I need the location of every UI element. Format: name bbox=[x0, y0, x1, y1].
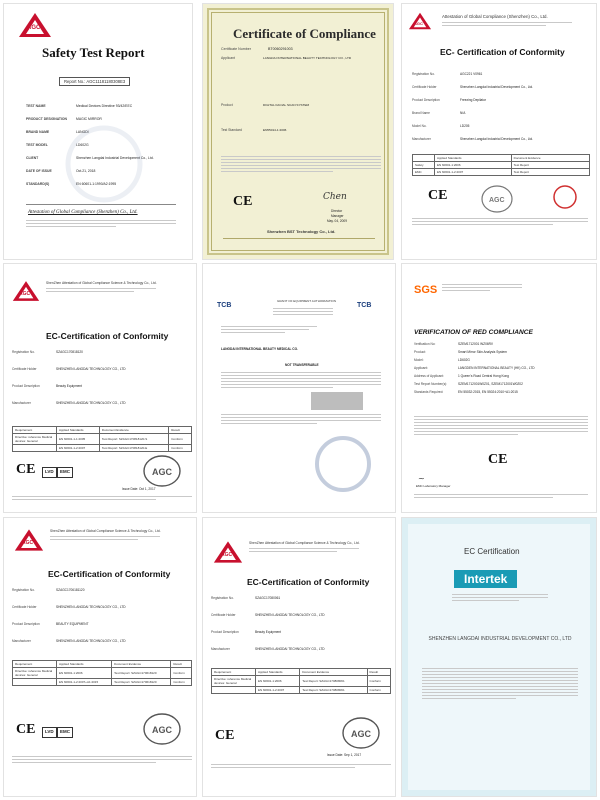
field-row bbox=[412, 111, 592, 115]
issue-date: May. 04, 2009 bbox=[327, 219, 347, 223]
field-label: Standards Required: bbox=[414, 390, 444, 394]
field-value: BEAUTY EQUIPMENT bbox=[56, 622, 89, 626]
table-cell bbox=[13, 445, 57, 452]
table-header: Applied Standards bbox=[435, 155, 512, 162]
table-cell: EN 60601-1:2006 bbox=[57, 668, 112, 679]
agc-stamp bbox=[480, 184, 514, 214]
doc-ec-certification-agc-3 bbox=[3, 517, 197, 797]
verification-title: VERIFICATION OF RED COMPLIANCE bbox=[414, 329, 533, 336]
field-value: AGC221 V0961 bbox=[460, 72, 483, 76]
doc-ec-certification-agc-4 bbox=[202, 517, 396, 797]
field-label: Certificate Holder bbox=[211, 613, 236, 617]
issue-date: Issue Date: Oct 1, 2017 bbox=[122, 487, 156, 491]
table-cell: Directive: reference Medical devices: General bbox=[13, 668, 57, 679]
table-cell: Test Report: SZAGC170808061 bbox=[300, 687, 367, 694]
doc-certificate-of-compliance bbox=[202, 3, 394, 260]
svg-text:AGC: AGC bbox=[152, 467, 172, 477]
field-row bbox=[26, 104, 186, 108]
table-header: Requirement bbox=[13, 661, 57, 668]
field-row bbox=[12, 588, 192, 592]
table-cell: EN 60601-1-2:2007 bbox=[57, 445, 100, 452]
standards-table bbox=[12, 660, 192, 686]
agc-stamp bbox=[341, 716, 381, 750]
table-header: Applied Standards bbox=[57, 427, 100, 434]
not-transferable: NOT TRANSFERABLE bbox=[285, 363, 319, 367]
table-cell: Test Report: SZAGC170808061 bbox=[300, 676, 367, 687]
lvd-badge: LVD bbox=[42, 467, 57, 478]
field-label: PRODUCT DESIGNATION bbox=[26, 117, 68, 121]
ce-mark: CE bbox=[233, 194, 253, 209]
field-label: Registration No. bbox=[12, 350, 35, 354]
ce-mark: CE bbox=[16, 722, 36, 737]
table-cell: EN 60601-1-2:2007 bbox=[435, 169, 512, 176]
table-header-blank bbox=[413, 155, 435, 162]
table-cell bbox=[212, 687, 256, 694]
doc-sgs-red-verification bbox=[401, 263, 597, 513]
field-value: SZAGC17080061 bbox=[255, 596, 281, 600]
footer-company: Attestation of Global Compliance (Shenzhen) Co., Ltd. bbox=[28, 210, 138, 215]
intertek-logo: Intertek bbox=[454, 570, 517, 588]
commission-seal bbox=[313, 434, 373, 494]
table-header: Requirement bbox=[212, 669, 256, 676]
table-header: Requirement bbox=[13, 427, 57, 434]
table-cell: Conform bbox=[169, 445, 192, 452]
standards-table bbox=[412, 154, 590, 176]
table-cell: Test Report: SZAGC170618120 bbox=[112, 679, 171, 686]
table-cell bbox=[13, 679, 57, 686]
field-label: Address of Applicant: bbox=[414, 374, 444, 378]
field-label: TEST NAME bbox=[26, 104, 46, 108]
field-label: Certificate Holder bbox=[12, 367, 37, 371]
field-value: SZAGC170818120 bbox=[56, 350, 83, 354]
cert-fields bbox=[12, 588, 192, 656]
emc-badge: EMC bbox=[57, 727, 73, 738]
table-header: Result bbox=[171, 661, 192, 668]
field-value: Smart Mirror Skin Analysis System bbox=[458, 350, 507, 354]
field-row bbox=[414, 350, 594, 354]
field-label: Registration No. bbox=[211, 596, 234, 600]
field-row bbox=[412, 85, 592, 89]
field-row bbox=[211, 596, 391, 600]
ec-certification-title: EC Certification bbox=[464, 547, 520, 556]
field-value: LD602G bbox=[76, 143, 89, 147]
sgs-logo: SGS bbox=[414, 284, 438, 296]
field-label: DATE OF ISSUE bbox=[26, 169, 52, 173]
agc-logo-text: AGC bbox=[414, 21, 423, 26]
field-row bbox=[412, 137, 592, 141]
emc-badge: EMC bbox=[57, 467, 73, 478]
field-label: BRAND NAME bbox=[26, 130, 50, 134]
field-row bbox=[211, 647, 391, 651]
standards-table bbox=[12, 426, 192, 452]
field-label: Manufacturer bbox=[12, 401, 31, 405]
field-value: LD602G bbox=[458, 358, 470, 362]
header-company: ShenZhen Attestation of Global Compliance Science & Technology Co., Ltd. bbox=[50, 529, 161, 533]
field-row bbox=[12, 367, 192, 371]
signer-role: Manager bbox=[331, 214, 344, 218]
table-header: Result bbox=[367, 669, 390, 676]
field-value: SHENZHEN LANGDAI TECHNOLOGY CO., LTD bbox=[56, 639, 126, 643]
field-row bbox=[12, 350, 192, 354]
field-label: Manufacturer bbox=[412, 137, 431, 141]
lab-name: Shenzhen BST Technology Co., Ltd. bbox=[267, 229, 336, 234]
table-header: Document Evidence bbox=[99, 427, 168, 434]
field-value: SHENZHEN LANGDAI TECHNOLOGY CO., LTD bbox=[255, 647, 325, 651]
header-company: ShenZhen Attestation of Global Compliance Science & Technology Co., Ltd. bbox=[249, 541, 360, 545]
field-row bbox=[12, 639, 192, 643]
cert-fields bbox=[412, 72, 592, 150]
field-row bbox=[414, 374, 594, 378]
cert-title: EC-Certification of Conformity bbox=[48, 569, 171, 579]
field-row bbox=[211, 613, 391, 617]
report-title: Safety Test Report bbox=[42, 45, 145, 60]
product: DIGITAL FACIAL SCAN SYSTEM bbox=[263, 103, 310, 107]
field-label: Model No. bbox=[412, 124, 427, 128]
table-cell: Test Report bbox=[511, 169, 589, 176]
standard: EN55014-1:2006 bbox=[263, 128, 287, 132]
field-row bbox=[26, 117, 186, 121]
company-name: SHENZHEN LANGDAI INDUSTRIAL DEVELOPMENT CO., LTD bbox=[428, 636, 572, 642]
field-label: Product Description bbox=[211, 630, 239, 634]
table-cell: Directive: reference Medical devices: General bbox=[13, 434, 57, 445]
field-row bbox=[414, 358, 594, 362]
ce-mark: CE bbox=[16, 462, 36, 477]
applicant-label: Applicant bbox=[221, 56, 235, 60]
field-value: LD205 bbox=[460, 124, 470, 128]
grant-header: GRANT OF EQUIPMENT AUTHORIZATION bbox=[277, 299, 337, 303]
signature: Chen bbox=[323, 192, 347, 202]
ce-mark: CE bbox=[215, 728, 235, 743]
field-row bbox=[12, 384, 192, 388]
field-row bbox=[412, 72, 592, 76]
field-value: EN 55032:2015, EN 55024:2010+A1:2015 bbox=[458, 390, 518, 394]
cert-title: EC-Certification of Conformity bbox=[247, 577, 370, 587]
table-header: Result bbox=[169, 427, 192, 434]
field-label: Test Report Number(s): bbox=[414, 382, 448, 386]
doc-intertek-certification bbox=[401, 517, 597, 797]
table-header: Applied Standards bbox=[256, 669, 300, 676]
field-value: LANGDEN INTERNATIONAL BEAUTY (HK) CO., LTD bbox=[458, 366, 535, 370]
issue-date: Issue Date: Sep 1, 2017 bbox=[327, 753, 362, 757]
doc-ec-certification-agc-2 bbox=[3, 263, 197, 513]
report-number: Report No.: AGC11181180308E3 bbox=[59, 77, 130, 86]
field-row bbox=[414, 390, 594, 394]
field-label: Applicant: bbox=[414, 366, 428, 370]
field-label: TEST MODEL bbox=[26, 143, 48, 147]
field-row bbox=[412, 98, 592, 102]
table-cell: Conform bbox=[169, 434, 192, 445]
field-value: LANGDI bbox=[76, 130, 89, 134]
svg-text:AGC: AGC bbox=[489, 197, 505, 204]
doc-tcb-grant bbox=[202, 263, 396, 513]
table-cell: Test Report: SZAGC170618120 bbox=[112, 668, 171, 679]
field-label: STANDARD(S) bbox=[26, 182, 50, 186]
table-cell: EMC bbox=[413, 169, 435, 176]
field-value: SHENZHEN LANGDAI TECHNOLOGY CO., LTD bbox=[255, 613, 325, 617]
field-row bbox=[12, 401, 192, 405]
field-row bbox=[12, 605, 192, 609]
field-value: SHENZHEN LANGDAI TECHNOLOGY CO., LTD bbox=[56, 605, 126, 609]
field-value: Medical Devices Directive 93/42/EEC bbox=[76, 104, 133, 108]
doc-safety-test-report bbox=[3, 3, 193, 260]
agc-logo-text: AGC bbox=[221, 552, 233, 558]
field-value: Shenzhen Langdai Industrial Development Co., Ltd. bbox=[460, 137, 534, 141]
table-cell: EN 60601-1-2:2007 bbox=[256, 687, 300, 694]
svg-text:AGC: AGC bbox=[351, 729, 371, 739]
field-label: Manufacturer bbox=[211, 647, 230, 651]
field-label: Model: bbox=[414, 358, 424, 362]
cert-fields bbox=[211, 596, 391, 664]
cert-title: EC- Certification of Conformity bbox=[440, 47, 565, 57]
field-row bbox=[412, 124, 592, 128]
table-cell: Conform bbox=[367, 687, 390, 694]
header-company: Attestation of Global Compliance (Shenzhen) Co., Ltd. bbox=[442, 14, 548, 19]
table-cell: Conform bbox=[367, 676, 390, 687]
field-label: Product: bbox=[414, 350, 426, 354]
table-cell: Test Report bbox=[511, 162, 589, 169]
table-cell: Test Report: SZAGC170818120-S bbox=[99, 434, 168, 445]
field-label: Registration No. bbox=[12, 588, 35, 592]
agc-stamp bbox=[142, 454, 182, 488]
cert-number: BT0060291003 bbox=[268, 47, 293, 51]
svg-text:AGC: AGC bbox=[152, 725, 172, 735]
red-seal bbox=[552, 184, 578, 210]
field-label: CLIENT bbox=[26, 156, 39, 160]
grantee: LANGDAI INTERNATIONAL BEAUTY MEDICAL CO. bbox=[221, 347, 298, 351]
field-value: Oct.21, 2018 bbox=[76, 169, 96, 173]
agc-logo-text: AGC bbox=[19, 291, 31, 297]
product-label: Product bbox=[221, 103, 233, 107]
field-label: Certificate Holder bbox=[12, 605, 37, 609]
field-label: Product Description bbox=[412, 98, 440, 102]
signer-title: Director bbox=[331, 209, 343, 213]
table-cell: Conform bbox=[171, 668, 192, 679]
standard-label: Test Standard bbox=[221, 128, 242, 132]
standards-table bbox=[211, 668, 391, 694]
field-value: Shenzhen Langdai Industrial Development Co., Ltd. bbox=[76, 156, 154, 160]
applicant: LANGDAI INTERNATIONAL BEAUTY TECHNOLOGY CO., LTD bbox=[263, 56, 352, 60]
field-value: SHENZHEN LANGDAI TECHNOLOGY CO., LTD bbox=[56, 367, 126, 371]
field-value: MAGIC MIRROR bbox=[76, 117, 102, 121]
watermark-stamp bbox=[64, 124, 144, 204]
field-value: SZEM1712001W0Z01, SZEM1712001W0Z02 bbox=[458, 382, 523, 386]
field-value: SZAGC1706181120 bbox=[56, 588, 85, 592]
ce-mark: CE bbox=[488, 452, 508, 467]
field-value: EN 60601-1:1990/A2:1995 bbox=[76, 182, 117, 186]
field-value: N/A bbox=[460, 111, 466, 115]
field-value: Freezing Depilator bbox=[460, 98, 487, 102]
table-cell: Safety bbox=[413, 162, 435, 169]
field-label: Brand Name bbox=[412, 111, 430, 115]
field-label: Manufacturer bbox=[12, 639, 31, 643]
field-value: SHENZHEN LANGDAI TECHNOLOGY CO., LTD bbox=[56, 401, 126, 405]
signature: ~ bbox=[418, 474, 425, 483]
doc-ec-certification-agc-1 bbox=[401, 3, 597, 260]
field-row bbox=[414, 382, 594, 386]
field-row bbox=[414, 366, 594, 370]
field-label: Verification No: bbox=[414, 342, 436, 346]
field-row bbox=[211, 630, 391, 634]
table-header: Document Evidence bbox=[112, 661, 171, 668]
table-cell: EN 60601-1-2:2007+A1:2015 bbox=[57, 679, 112, 686]
field-label: Product Description bbox=[12, 622, 40, 626]
field-value: Beauty Equipment bbox=[255, 630, 282, 634]
tcb-label-left: TCB bbox=[217, 302, 232, 309]
ce-mark: CE bbox=[428, 188, 448, 203]
field-label: Product Description bbox=[12, 384, 40, 388]
table-cell: EN 60601-1:2006 bbox=[435, 162, 512, 169]
tcb-label-right: TCB bbox=[357, 302, 372, 309]
table-cell: EN 60601-1:2006 bbox=[256, 676, 300, 687]
agc-stamp bbox=[142, 712, 182, 746]
signer-title: EMC Laboratory Manager bbox=[416, 484, 451, 488]
field-row bbox=[12, 622, 192, 626]
verification-fields bbox=[414, 342, 594, 398]
table-header: Applied Standards bbox=[57, 661, 112, 668]
lvd-badge: LVD bbox=[42, 727, 57, 738]
agc-logo-text: AGC bbox=[27, 25, 41, 31]
table-cell: Conform bbox=[171, 679, 192, 686]
table-header: Document Evidence bbox=[300, 669, 367, 676]
table-cell: EN 60601-1-1:2005 bbox=[57, 434, 100, 445]
field-value: 1 Queen's Road Central Hong Kong bbox=[458, 374, 509, 378]
field-label: Certificate Holder bbox=[412, 85, 437, 89]
field-value: Shenzhen Langdai Industrial Development Co., Ltd. bbox=[460, 85, 534, 89]
table-header: Document Evidence bbox=[511, 155, 589, 162]
field-row bbox=[414, 342, 594, 346]
agc-logo-text: AGC bbox=[22, 540, 34, 546]
field-value: Beauty Equipment bbox=[56, 384, 83, 388]
field-value: SZEM1712001 WZ06RV bbox=[458, 342, 494, 346]
cert-fields bbox=[12, 350, 192, 418]
field-label: Registration No. bbox=[412, 72, 435, 76]
cert-title: EC-Certification of Conformity bbox=[46, 331, 169, 341]
cert-number-label: Certificate Number bbox=[221, 47, 251, 51]
table-cell: Directive: reference Medical devices: General bbox=[212, 676, 256, 687]
header-company: ShenZhen Attestation of Global Compliance Science & Technology Co., Ltd. bbox=[46, 281, 157, 285]
cert-title: Certificate of Compliance bbox=[233, 26, 376, 41]
table-cell: Test Report: SZAGC170818120-E bbox=[99, 445, 168, 452]
